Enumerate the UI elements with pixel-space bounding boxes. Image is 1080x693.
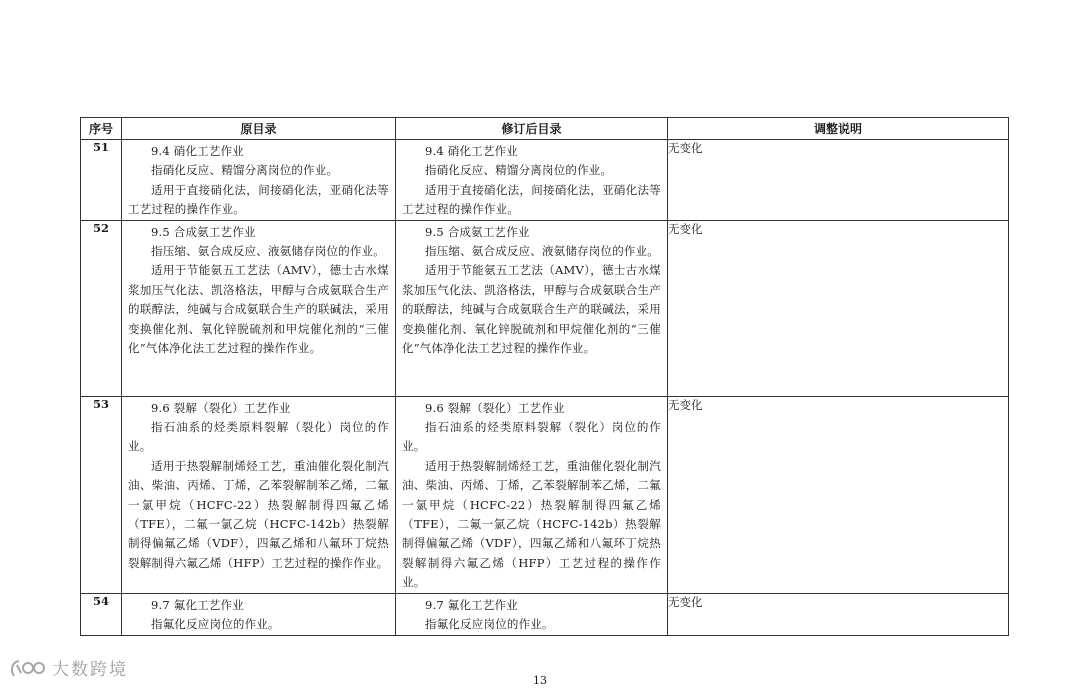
row-num: 51 [81, 140, 122, 221]
header-num: 序号 [81, 118, 122, 140]
item-scope: 指硝化反应、精馏分离岗位的作业。 [151, 163, 339, 178]
item-scope: 指氟化反应岗位的作业。 [425, 617, 554, 632]
item-applicability: 适用于直接硝化法，间接硝化法，亚硝化法等工艺过程的操作作业。 [402, 182, 661, 217]
item-applicability: 适用于直接硝化法，间接硝化法，亚硝化法等工艺过程的操作作业。 [128, 182, 389, 217]
table-row [81, 220, 1009, 396]
item-heading: 9.5 合成氨工艺作业 [151, 224, 256, 239]
original-cell [122, 220, 396, 396]
item-scope: 指石油系的烃类原料裂解（裂化）岗位的作业。 [128, 420, 389, 454]
item-heading: 9.7 氟化工艺作业 [151, 597, 244, 612]
item-scope: 指石油系的烃类原料裂解（裂化）岗位的作业。 [402, 420, 661, 454]
header-revised: 修订后目录 [396, 118, 668, 140]
item-heading: 9.6 裂解（裂化）工艺作业 [425, 400, 565, 415]
revised-cell [396, 220, 668, 396]
item-applicability: 适用于热裂解制烯烃工艺，重油催化裂化制汽油、柴油、丙烯、丁烯，乙苯裂解制苯乙烯，二氟一氯甲烷（HCFC-22）热裂解制得四氟乙烯（TFE），二氟一氯乙烷（HCFC-142b）热裂解制得偏氟乙烯（VDF），四氟乙烯和八氟环丁烷热裂解制得六氟乙烯（HFP）工艺过程的操作作业。 [402, 458, 661, 590]
table-row [81, 140, 1009, 221]
revised-cell [396, 140, 668, 221]
item-scope: 指硝化反应、精馏分离岗位的作业。 [425, 163, 613, 178]
original-cell [122, 396, 396, 593]
item-scope: 指氟化反应岗位的作业。 [151, 617, 280, 632]
original-cell [122, 140, 396, 221]
note-cell: 无变化 [668, 140, 1009, 221]
item-heading: 9.7 氟化工艺作业 [425, 597, 518, 612]
item-heading: 9.6 裂解（裂化）工艺作业 [151, 400, 291, 415]
page-number: 13 [533, 674, 547, 687]
watermark-text: 大数跨境 [52, 660, 128, 680]
note-cell: 无变化 [668, 220, 1009, 396]
item-heading: 9.5 合成氨工艺作业 [425, 224, 530, 239]
original-cell [122, 593, 396, 635]
item-applicability: 适用于节能氨五工艺法（AMV），德士古水煤浆加压气化法、凯洛格法，甲醇与合成氨联合生产的联醇法，纯碱与合成氨联合生产的联碱法，采用变换催化剂、氧化锌脱硫剂和甲烷催化剂的“三催化”气体净化法工艺过程的操作作业。 [402, 263, 661, 356]
revised-cell [396, 593, 668, 635]
item-applicability: 适用于热裂解制烯烃工艺，重油催化裂化制汽油、柴油、丙烯、丁烯，乙苯裂解制苯乙烯，二氟一氯甲烷（HCFC-22）热裂解制得四氟乙烯（TFE），二氟一氯乙烷（HCFC-142b）热裂解制得偏氟乙烯（VDF），四氟乙烯和八氟环丁烷热裂解制得六氟乙烯（HFP）工艺过程的操作作业。 [128, 458, 389, 570]
item-scope: 指压缩、氨合成反应、液氨储存岗位的作业。 [425, 244, 659, 259]
catalog-table [80, 117, 1009, 636]
header-note: 调整说明 [668, 118, 1009, 140]
item-heading: 9.4 硝化工艺作业 [151, 144, 244, 158]
item-applicability: 适用于节能氨五工艺法（AMV），德士古水煤浆加压气化法、凯洛格法，甲醇与合成氨联合生产的联醇法，纯碱与合成氨联合生产的联碱法，采用变换催化剂、氧化锌脱硫剂和甲烷催化剂的“三催化”气体净化法工艺过程的操作作业。 [128, 263, 389, 356]
item-heading: 9.4 硝化工艺作业 [425, 144, 518, 158]
table-row [81, 593, 1009, 635]
note-cell: 无变化 [668, 396, 1009, 593]
header-original: 原目录 [122, 118, 396, 140]
table-header-row [81, 118, 1009, 140]
item-scope: 指压缩、氨合成反应、液氨储存岗位的作业。 [151, 244, 385, 259]
row-num: 53 [81, 396, 122, 593]
row-num: 54 [81, 593, 122, 635]
table-row [81, 396, 1009, 593]
note-cell: 无变化 [668, 593, 1009, 635]
revised-cell [396, 396, 668, 593]
row-num: 52 [81, 220, 122, 396]
